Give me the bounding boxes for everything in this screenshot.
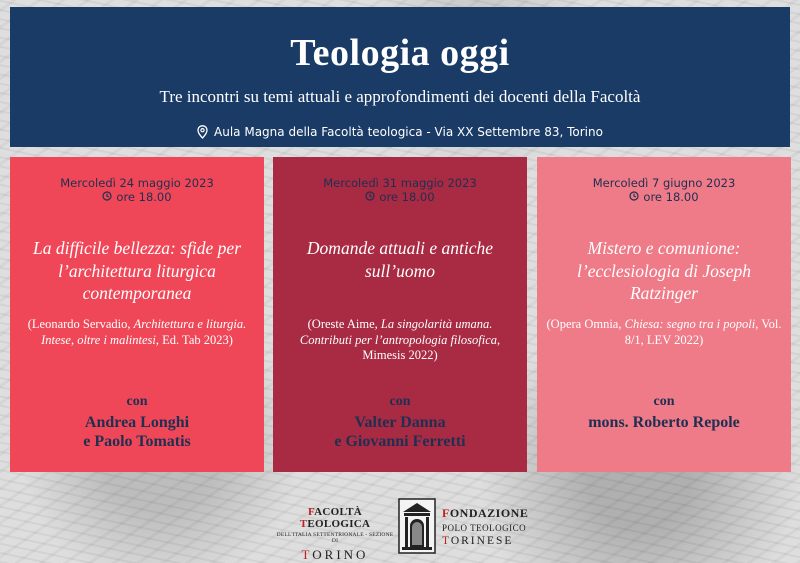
logo-right-line-2: POLO TEOLOGICO	[442, 523, 527, 533]
ref-book-title: Architettura e liturgia. Intese, oltre i malintesi	[41, 317, 247, 347]
event-card-2	[273, 157, 527, 472]
ref-book-title: Chiesa: segno tra i popoli	[624, 317, 756, 331]
clock-icon	[629, 190, 639, 204]
ref-prefix: (Oreste Aime,	[307, 317, 381, 331]
header-banner	[10, 7, 790, 147]
speaker-line-2: e Paolo Tomatis	[83, 433, 191, 450]
ref-suffix: , Vol. 8/1, LEV 2022)	[624, 317, 782, 347]
page-subtitle: Tre incontri su temi attuali e approfondimenti dei docenti della Facoltà	[159, 87, 641, 106]
ref-suffix: , Mimesis 2022)	[362, 332, 501, 362]
event-time-text: ore 18.00	[116, 190, 172, 204]
page-title: Teologia oggi	[290, 32, 510, 74]
event-date: Mercoledì 24 maggio 2023	[60, 176, 214, 190]
event-card-3	[537, 157, 791, 472]
logo-right-line-3: TORINESE	[442, 535, 514, 547]
event-speakers	[273, 413, 527, 451]
event-time-text: ore 18.00	[643, 190, 699, 204]
logo-left-line-2: DELL'ITALIA SETTENTRIONALE - SEZIONE DI	[276, 532, 394, 544]
ref-prefix: (Opera Omnia,	[546, 317, 625, 331]
event-speakers	[537, 413, 791, 432]
speaker-line-2: e Giovanni Ferretti	[334, 433, 466, 450]
con-label: con	[389, 394, 411, 409]
event-title: Mistero e comunione: l’ecclesiologia di Joseph Ratzinger	[577, 238, 751, 303]
event-date: Mercoledì 31 maggio 2023	[323, 176, 477, 190]
event-time	[537, 190, 791, 204]
clock-icon	[102, 190, 112, 204]
event-reference	[18, 317, 256, 348]
clock-icon	[365, 190, 375, 204]
footer-logos	[0, 496, 800, 562]
logo-right-line-1: FONDAZIONE	[442, 506, 529, 520]
event-time	[10, 190, 264, 204]
event-date: Mercoledì 7 giugno 2023	[592, 176, 736, 190]
venue-line	[10, 125, 790, 139]
speaker-line-1: Andrea Longhi	[84, 414, 190, 431]
logo-left-line-1: FACOLTÀ TEOLOGICA	[299, 506, 371, 530]
facolta-teologica-logo	[275, 506, 395, 563]
logo-left-line-3: TORINO	[301, 547, 369, 562]
event-reference	[545, 317, 783, 348]
con-label: con	[126, 394, 148, 409]
fondazione-polo-logo	[442, 506, 552, 547]
con-label: con	[653, 394, 675, 409]
venue-text: Aula Magna della Facoltà teologica - Via XX Settembre 83, Torino	[214, 125, 603, 139]
ref-prefix: (Leonardo Servadio,	[27, 317, 134, 331]
ref-suffix: , Ed. Tab 2023)	[155, 332, 233, 347]
event-reference	[281, 317, 519, 364]
event-card-1	[10, 157, 264, 472]
ref-book-title: La singolarità umana. Contributi per l’antropologia filosofica	[299, 317, 497, 347]
event-time-text: ore 18.00	[379, 190, 435, 204]
speaker-line-1: Valter Danna	[354, 414, 446, 431]
speaker-line-1: mons. Roberto Repole	[588, 414, 740, 431]
event-title: Domande attuali e antiche sull’uomo	[306, 238, 494, 281]
building-emblem-icon	[398, 498, 436, 554]
event-time	[273, 190, 527, 204]
event-speakers	[10, 413, 264, 451]
location-pin-icon	[197, 125, 208, 139]
event-title: La difficile bellezza: sfide per l’architettura liturgica contemporanea	[32, 238, 242, 303]
